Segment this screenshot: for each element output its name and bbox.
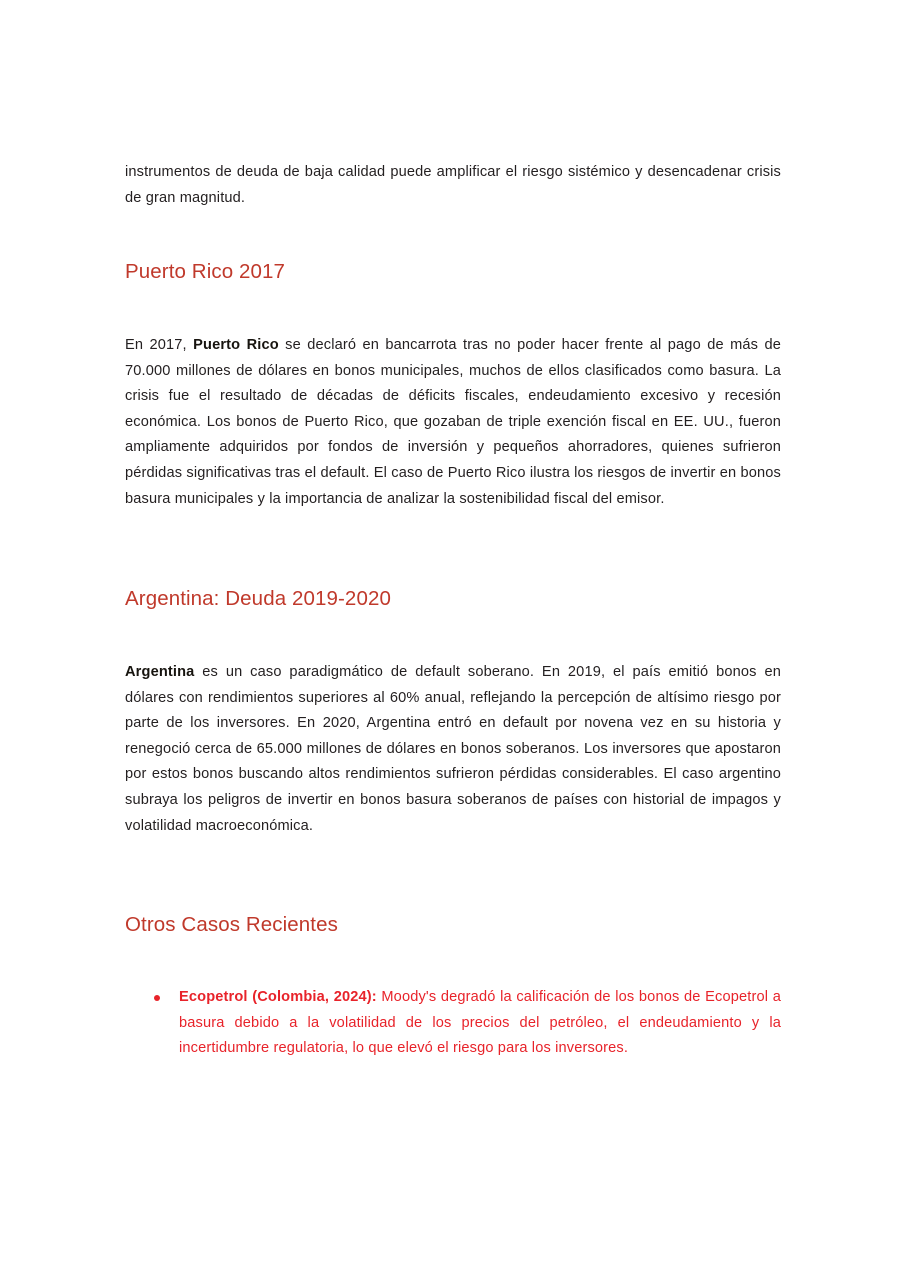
section-heading-block-argentina: [125, 585, 781, 612]
bullet-list-block: [125, 985, 781, 1062]
section-heading-block-otros-casos: [125, 911, 781, 938]
heading-puerto-rico-2017: Puerto Rico 2017: [125, 260, 286, 283]
intro-paragraph: instrumentos de deuda de baja calidad puede amplificar el riesgo sistémico y desencadenar crisis de gran magnitud.: [125, 164, 781, 206]
paragraph-argentina: [125, 660, 781, 839]
list-item: [125, 985, 781, 1062]
intro-paragraph-block: [125, 160, 781, 211]
section-heading-block-puerto-rico: [125, 258, 781, 285]
bullet-bold-label: Ecopetrol (Colombia, 2024):: [179, 989, 377, 1005]
paragraph-lead-text: En 2017,: [125, 337, 194, 353]
paragraph-bold-term: Puerto Rico: [193, 337, 279, 353]
bullet-dot-icon: [154, 995, 160, 1001]
paragraph-puerto-rico: [125, 333, 781, 512]
bullet-list: [125, 985, 781, 1062]
heading-otros-casos-recientes: Otros Casos Recientes: [125, 913, 338, 936]
section-paragraph-block-puerto-rico: [125, 333, 781, 512]
bullet-body-text: Moody's degradó la calificación de los bonos de Ecopetrol a basura debido a la volatilidad de los precios del petróleo, el endeudamiento y la incertidumbre regulatoria, lo que elevó el riesgo para los inversores.: [179, 989, 781, 1057]
paragraph-body-text: es un caso paradigmático de default soberano. En 2019, el país emitió bonos en dólares con rendimientos superiores al 60% anual, reflejando la percepción de altísimo riesgo por parte de los inversores. En 2020, Argentina entró en default por novena vez en su historia y renegoció cerca de 65.000 millones de dólares en bonos soberanos. Los inversores que apostaron por estos bonos buscando altos rendimientos sufrieron pérdidas considerables. El caso argentino subraya los peligros de invertir en bonos basura soberanos de países con historial de impagos y volatilidad macroeconómica.: [125, 664, 781, 834]
heading-argentina-deuda-2019-2020: Argentina: Deuda 2019-2020: [125, 587, 391, 610]
paragraph-body-text: se declaró en bancarrota tras no poder hacer frente al pago de más de 70.000 millones de dólares en bonos municipales, muchos de ellos clasificados como basura. La crisis fue el resultado de décadas de déficits fiscales, endeudamiento excesivo y recesión económica. Los bonos de Puerto Rico, que gozaban de triple exención fiscal en EE. UU., fueron ampliamente adquiridos por fondos de inversión y pequeños ahorradores, quienes sufrieron pérdidas significativas tras el default. El caso de Puerto Rico ilustra los riesgos de invertir en bonos basura municipales y la importancia de analizar la sostenibilidad fiscal del emisor.: [125, 337, 781, 507]
section-paragraph-block-argentina: [125, 660, 781, 839]
paragraph-bold-term: Argentina: [125, 664, 195, 680]
